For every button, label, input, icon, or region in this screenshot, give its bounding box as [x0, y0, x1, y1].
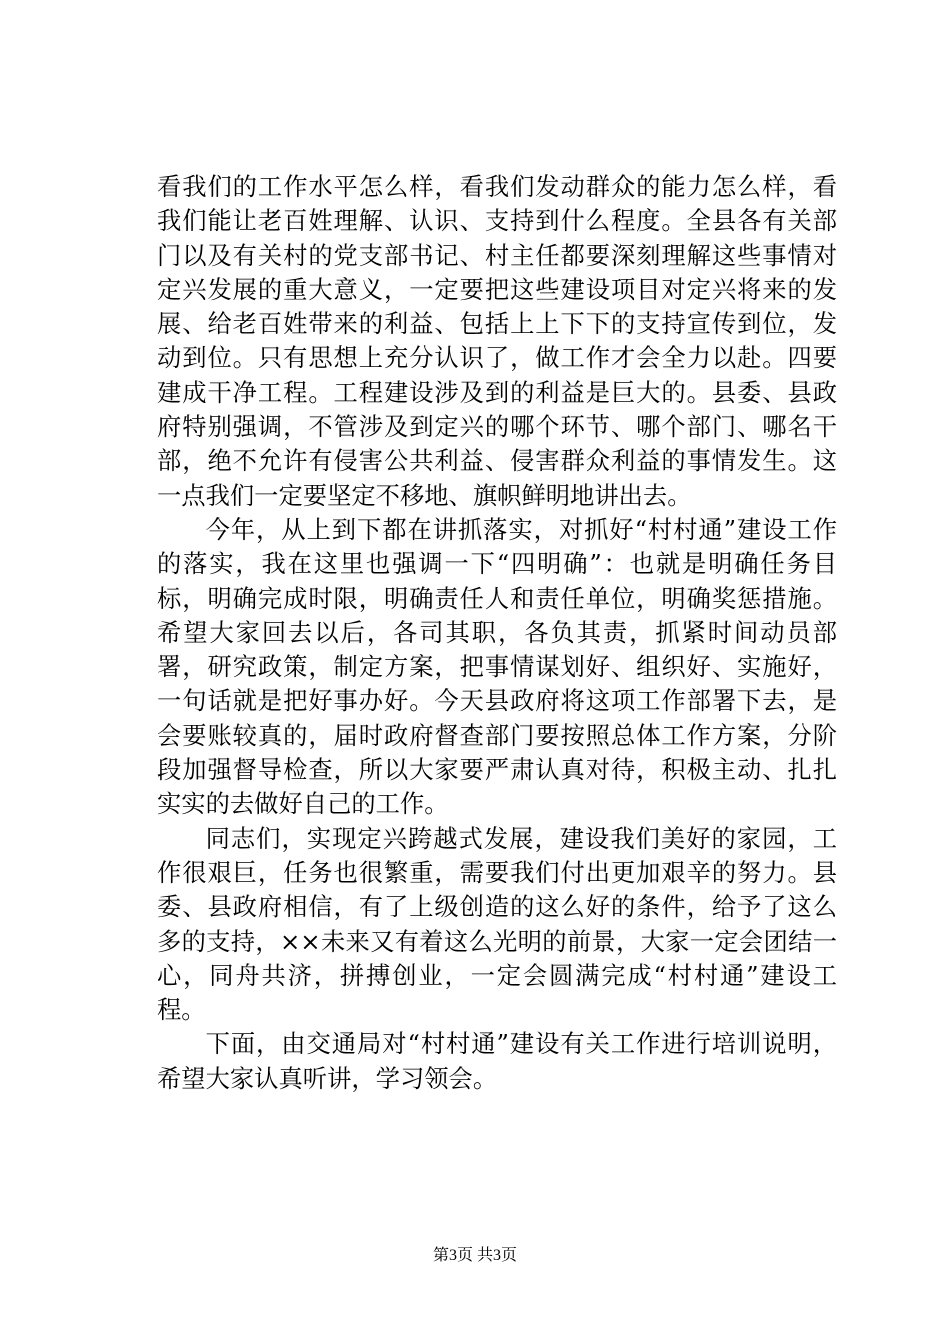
document-body	[157, 170, 837, 1096]
page-number-footer: 第3页 共3页	[432, 1247, 517, 1264]
paragraph-2: 今年，从上到下都在讲抓落实，对抓好“村村通”建设工作的落实，我在这里也强调一下“四明确”：也就是明确任务目标，明确完成时限，明确责任人和责任单位，明确奖惩措施。希望大家回去以后，各司其职，各负其责，抓紧时间动员部署，研究政策，制定方案，把事情谋划好、组织好、实施好，一句话就是把好事办好。今天县政府将这项工作部署下去，是会要账较真的，届时政府督查部门要按照总体工作方案，分阶段加强督导检查，所以大家要严肃认真对待，积极主动、扎扎实实的去做好自己的工作。	[157, 514, 837, 819]
paragraph-4: 下面，由交通局对“村村通”建设有关工作进行培训说明，希望大家认真听讲，学习领会。	[157, 1029, 837, 1093]
paragraph-1: 看我们的工作水平怎么样，看我们发动群众的能力怎么样，看我们能让老百姓理解、认识、支持到什么程度。全县各有关部门以及有关村的党支部书记、村主任都要深刻理解这些事情对定兴发展的重大意义，一定要把这些建设项目对定兴将来的发展、给老百姓带来的利益、包括上上下下的支持宣传到位，发动到位。只有思想上充分认识了，做工作才会全力以赴。四要建成干净工程。工程建设涉及到的利益是巨大的。县委、县政府特别强调，不管涉及到定兴的哪个环节、哪个部门、哪名干部，绝不允许有侵害公共利益、侵害群众利益的事情发生。这一点我们一定要坚定不移地、旗帜鲜明地讲出去。	[157, 172, 837, 510]
paragraph-3: 同志们，实现定兴跨越式发展，建设我们美好的家园，工作很艰巨，任务也很繁重，需要我们付出更加艰辛的努力。县委、县政府相信，有了上级创造的这么好的条件，给予了这么多的支持，××未来又有着这么光明的前景，大家一定会团结一心，同舟共济，拼搏创业，一定会圆满完成“村村通”建设工程。	[157, 823, 837, 1025]
